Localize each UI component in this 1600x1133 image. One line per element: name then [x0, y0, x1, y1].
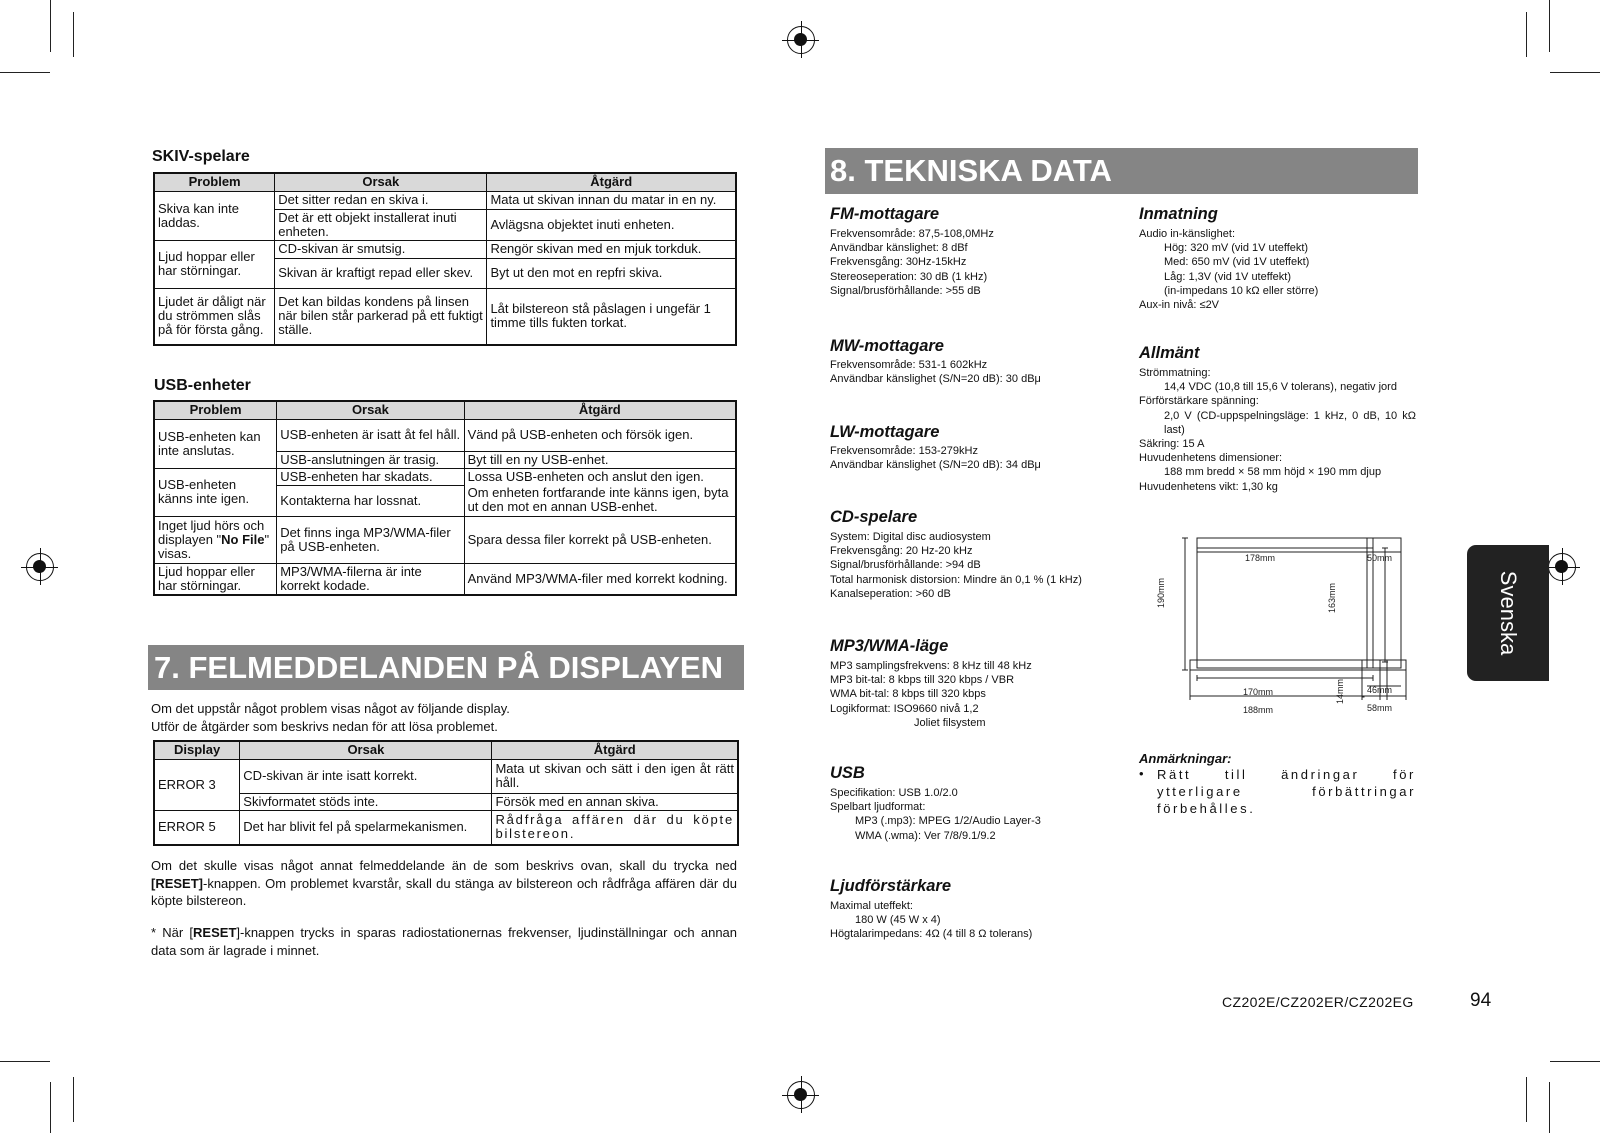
- table-cell: USB-enheten känns inte igen.: [154, 468, 277, 516]
- registration-mark-top: [787, 26, 815, 54]
- table-cell: Låt bilstereon stå påslagen i ungefär 1 timme tills fukten torkat.: [487, 288, 736, 345]
- spec-line: Specifikation: USB 1.0/2.0: [830, 787, 958, 799]
- spec-line: Användbar känslighet: 8 dBf: [830, 242, 968, 255]
- spec-line: (in-impedans 10 kΩ eller större): [1164, 284, 1319, 297]
- spec-line: WMA bit-tal: 8 kbps till 320 kbps: [830, 688, 986, 701]
- error-table: [153, 740, 739, 846]
- page-number: 94: [1470, 990, 1492, 1011]
- spec-line: Audio in-känslighet:: [1139, 228, 1236, 240]
- fm-specs: [830, 227, 994, 298]
- skiv-table: [153, 172, 737, 346]
- table-cell: Det kan bildas kondens på linsen när bilen står parkerad på ett fuktigt ställe.: [275, 288, 487, 345]
- spec-line: Frekvensområde: 531-1 602kHz: [830, 359, 988, 371]
- table-cell: Skivformatet stöds inte.: [240, 793, 492, 810]
- mp3-specs: [830, 659, 1032, 730]
- dim-50: 50mm: [1367, 553, 1393, 563]
- spec-line: Maximal uteffekt:: [830, 900, 913, 912]
- spec-line: Strömmatning:: [1139, 367, 1211, 379]
- fm-heading: FM-mottagare: [830, 205, 940, 223]
- cd-heading: CD-spelare: [830, 508, 918, 526]
- spec-line: 2,0 V (CD-uppspelningsläge: 1 kHz, 0 dB, 10 kΩ last): [1164, 409, 1416, 436]
- registration-mark-left: [26, 553, 54, 581]
- table-cell: Det sitter redan en skiva i.: [275, 191, 487, 209]
- table-cell: Skivan är kraftigt repad eller skev.: [275, 258, 487, 288]
- spec-line: Låg: 1,3V (vid 1V uteffekt): [1164, 270, 1291, 283]
- table-cell: Använd MP3/WMA-filer med korrekt kodning.: [464, 563, 736, 595]
- language-tab: Svenska: [1467, 545, 1549, 681]
- usb-heading: USB-enheter: [154, 377, 251, 394]
- spec-line: MP3 (.mp3): MPEG 1/2/Audio Layer-3: [855, 815, 1041, 828]
- skiv-heading: SKIV-spelare: [152, 148, 250, 165]
- registration-mark-bottom: [787, 1081, 815, 1109]
- dim-178: 178mm: [1245, 553, 1276, 563]
- amp-heading: Ljudförstärkare: [830, 877, 952, 895]
- input-specs: [1139, 227, 1318, 312]
- spec-line: MP3 bit-tal: 8 kbps till 320 kbps / VBR: [830, 674, 1015, 687]
- dim-170: 170mm: [1243, 687, 1274, 697]
- section7-footnote: * När [RESET]-knappen trycks in sparas radiostationernas frekvenser, ljudinställningar och annan data som är lagrade i minnet.: [151, 925, 738, 958]
- table-cell: Avlägsna objektet inuti enheten.: [487, 209, 736, 240]
- col-atgard: Åtgärd: [487, 173, 736, 191]
- mw-specs: [830, 358, 1041, 386]
- mp3-heading: MP3/WMA-läge: [830, 637, 949, 655]
- table-cell: Inget ljud hörs och displayen "No File" visas.: [154, 516, 277, 563]
- table-cell: USB-enheten är isatt åt fel håll.: [277, 419, 464, 451]
- spec-line: Frekvensområde: 87,5-108,0MHz: [830, 228, 994, 240]
- table-cell: USB-enheten kan inte anslutas.: [154, 419, 277, 468]
- spec-line: Huvudenhetens vikt: 1,30 kg: [1139, 480, 1278, 493]
- spec-line: Förförstärkare spänning:: [1139, 395, 1259, 408]
- dim-163: 163mm: [1327, 582, 1337, 613]
- dim-188: 188mm: [1243, 705, 1274, 715]
- spec-line: Frekvensområde: 153-279kHz: [830, 445, 978, 457]
- spec-line: Joliet filsystem: [914, 716, 986, 729]
- dim-46: 46mm: [1367, 685, 1393, 695]
- table-cell: MP3/WMA-filerna är inte korrekt kodade.: [277, 563, 464, 595]
- table-cell: Mata ut skivan innan du matar in en ny.: [487, 191, 736, 209]
- spec-line: Frekvensgång: 30Hz-15kHz: [830, 256, 967, 269]
- notes-heading: Anmärkningar:: [1139, 751, 1232, 766]
- general-specs: [1139, 366, 1416, 494]
- dim-190: 190mm: [1156, 577, 1166, 608]
- section7-intro-1: Om det uppstår något problem visas något av följande display.: [151, 701, 510, 716]
- registration-mark-right: [1548, 553, 1576, 581]
- dim-58: 58mm: [1367, 703, 1393, 713]
- table-cell: Rådfråga affären där du köpte bilstereon.: [492, 810, 738, 845]
- spec-line: Användbar känslighet (S/N=20 dB): 30 dBμ: [830, 373, 1041, 386]
- table-cell: Rengör skivan med en mjuk torkduk.: [487, 240, 736, 258]
- table-cell: Skiva kan inte laddas.: [154, 191, 275, 240]
- table-cell: CD-skivan är smutsig.: [275, 240, 487, 258]
- table-cell: USB-anslutningen är trasig.: [277, 451, 464, 468]
- spec-line: Hög: 320 mV (vid 1V uteffekt): [1164, 242, 1309, 255]
- spec-line: Signal/brusförhållande: >55 dB: [830, 284, 981, 297]
- col-atgard: Åtgärd: [464, 401, 736, 419]
- col-orsak: Orsak: [240, 741, 492, 759]
- notes-text: Rätt till ändringar för ytterligare förbättringar förbehålles.: [1157, 767, 1416, 816]
- col-orsak: Orsak: [275, 173, 487, 191]
- model-number: CZ202E/CZ202ER/CZ202EG: [1222, 994, 1414, 1010]
- table-cell: Om enheten fortfarande inte känns igen, byta ut den mot en annan USB-enhet.: [464, 485, 736, 516]
- mw-heading: MW-mottagare: [830, 337, 944, 355]
- spec-line: Kanalseperation: >60 dB: [830, 587, 951, 600]
- amp-specs: [830, 899, 1032, 942]
- table-cell: ERROR 3: [154, 759, 240, 810]
- col-display: Display: [154, 741, 240, 759]
- table-cell: Ljudet är dåligt när du strömmen slås på för första gång.: [154, 288, 275, 345]
- col-problem: Problem: [154, 173, 275, 191]
- table-cell: Det finns inga MP3/WMA-filer på USB-enheten.: [277, 516, 464, 563]
- spec-line: Med: 650 mV (vid 1V uteffekt): [1164, 256, 1310, 269]
- table-cell: Kontakterna har lossnat.: [277, 485, 464, 516]
- usb-table: [153, 400, 737, 596]
- col-orsak: Orsak: [277, 401, 464, 419]
- spec-line: Användbar känslighet (S/N=20 dB): 34 dBμ: [830, 459, 1041, 472]
- spec-line: Frekvensgång: 20 Hz-20 kHz: [830, 545, 973, 558]
- lw-heading: LW-mottagare: [830, 423, 940, 441]
- table-cell: Det har blivit fel på spelarmekanismen.: [240, 810, 492, 845]
- spec-line: 180 W (45 W x 4): [855, 914, 941, 927]
- table-cell: Byt till en ny USB-enhet.: [464, 451, 736, 468]
- table-cell: Spara dessa filer korrekt på USB-enheten.: [464, 516, 736, 563]
- spec-line: Signal/brusförhållande: >94 dB: [830, 559, 981, 572]
- lw-specs: [830, 444, 1041, 472]
- section7-paragraph: Om det skulle visas något annat felmeddelande än de som beskrivs ovan, skall du trycka ned [RESET]-knappen. Om problemet kvarstår, skall du stänga av bilstereon och rådfråga affären där du köpte bilstereon.: [151, 858, 737, 908]
- spec-line: Logikformat: ISO9660 nivå 1,2: [830, 702, 979, 715]
- spec-line: Total harmonisk distorsion: Mindre än 0,1 % (1 kHz): [830, 573, 1082, 586]
- table-cell: Byt ut den mot en repfri skiva.: [487, 258, 736, 288]
- spec-line: WMA (.wma): Ver 7/8/9.1/9.2: [855, 829, 996, 842]
- dim-14: 14mm: [1335, 678, 1345, 704]
- table-cell: Det är ett objekt installerat inuti enheten.: [275, 209, 487, 240]
- spec-line: 14,4 VDC (10,8 till 15,6 V tolerans), negativ jord: [1164, 381, 1397, 394]
- spec-line: System: Digital disc audiosystem: [830, 531, 991, 543]
- spec-line: MP3 samplingsfrekvens: 8 kHz till 48 kHz: [830, 660, 1032, 672]
- spec-line: 188 mm bredd × 58 mm höjd × 190 mm djup: [1164, 466, 1382, 479]
- notes-bullet: •: [1139, 766, 1144, 781]
- col-problem: Problem: [154, 401, 277, 419]
- col-atgard: Åtgärd: [492, 741, 738, 759]
- usb-specs: [830, 786, 1041, 843]
- table-cell: CD-skivan är inte isatt korrekt.: [240, 759, 492, 793]
- table-cell: Lossa USB-enheten och anslut den igen.: [464, 468, 736, 485]
- section8-title: 8. TEKNISKA DATA: [825, 148, 1418, 194]
- table-cell: USB-enheten har skadats.: [277, 468, 464, 485]
- table-cell: Ljud hoppar eller har störningar.: [154, 240, 275, 288]
- spec-line: Säkring: 15 A: [1139, 438, 1205, 451]
- cd-specs: [830, 530, 1082, 601]
- table-cell: Vänd på USB-enheten och försök igen.: [464, 419, 736, 451]
- spec-line: Högtalarimpedans: 4Ω (4 till 8 Ω tolerans): [830, 928, 1033, 941]
- section7-intro-2: Utför de åtgärder som beskrivs nedan för att lösa problemet.: [151, 719, 498, 734]
- section7-title: 7. FELMEDDELANDEN PÅ DISPLAYEN: [148, 645, 744, 690]
- table-cell: ERROR 5: [154, 810, 240, 845]
- spec-line: Huvudenhetens dimensioner:: [1139, 452, 1283, 465]
- spec-line: Aux-in nivå: ≤2V: [1139, 299, 1220, 312]
- spec-line: Stereoseperation: 30 dB (1 kHz): [830, 270, 988, 283]
- general-heading: Allmänt: [1139, 344, 1200, 362]
- usb-spec-heading: USB: [830, 764, 865, 782]
- table-cell: Ljud hoppar eller har störningar.: [154, 563, 277, 595]
- spec-line: Spelbart ljudformat:: [830, 801, 926, 814]
- input-heading: Inmatning: [1139, 205, 1218, 223]
- table-cell: Mata ut skivan och sätt i den igen åt rätt håll.: [492, 759, 738, 793]
- table-cell: Försök med en annan skiva.: [492, 793, 738, 810]
